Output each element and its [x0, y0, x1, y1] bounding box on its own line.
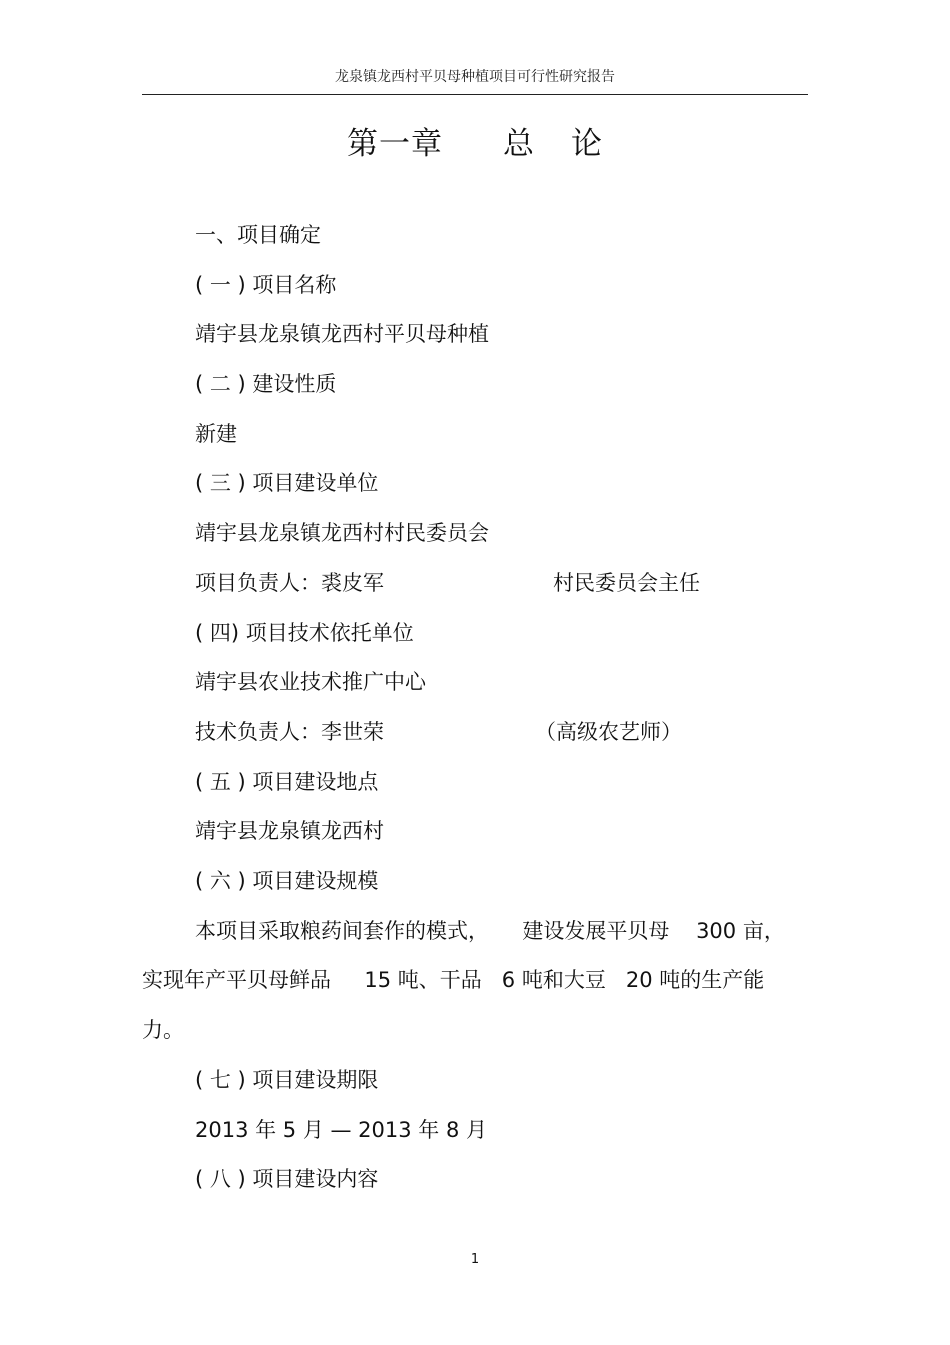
page-number: 1: [470, 1252, 480, 1267]
chapter-word-1: 总: [503, 126, 535, 162]
project-name-text: 靖宇县龙泉镇龙西村平贝母种植: [195, 322, 489, 346]
nature-text: 新建: [195, 422, 237, 446]
tech-leader-title: （高级农艺师）: [535, 720, 682, 744]
scale-paragraph-line-2: 实现年产平贝母鲜品 15 吨、干品 6 吨和大豆 20 吨的生产能: [142, 968, 765, 992]
subheading-content: ( 八 ) 项目建设内容: [195, 1167, 379, 1191]
chapter-number: 第一章: [347, 126, 443, 162]
subheading-tech-unit: ( 四) 项目技术依托单位: [195, 621, 414, 645]
unit-text: 靖宇县龙泉镇龙西村村民委员会: [195, 521, 489, 545]
scale-paragraph-line-1: 本项目采取粮药间套作的模式， 建设发展平贝母 300 亩，: [195, 919, 785, 943]
subheading-location: ( 五 ) 项目建设地点: [195, 770, 379, 794]
header-rule: [142, 94, 808, 95]
project-leader-title: 村民委员会主任: [553, 571, 700, 595]
chapter-word-2: 论: [571, 126, 603, 162]
subheading-project-name: ( 一 ) 项目名称: [195, 273, 337, 297]
subheading-unit: ( 三 ) 项目建设单位: [195, 471, 379, 495]
running-header: 龙泉镇龙西村平贝母种植项目可行性研究报告: [335, 69, 615, 85]
tech-unit-text: 靖宇县农业技术推广中心: [195, 670, 426, 694]
period-text: 2013 年 5 月 — 2013 年 8 月: [195, 1118, 488, 1142]
subheading-period: ( 七 ) 项目建设期限: [195, 1068, 379, 1092]
location-text: 靖宇县龙泉镇龙西村: [195, 819, 384, 843]
project-leader-line: [195, 568, 700, 598]
chapter-title: [0, 118, 950, 163]
tech-leader: 技术负责人：李世荣: [195, 720, 384, 744]
subheading-nature: ( 二 ) 建设性质: [195, 372, 337, 396]
tech-leader-line: [195, 717, 682, 747]
section-heading: 一、项目确定: [195, 223, 321, 247]
subheading-scale: ( 六 ) 项目建设规模: [195, 869, 379, 893]
scale-paragraph-line-3: 力。: [142, 1018, 184, 1042]
project-leader: 项目负责人：裘皮军: [195, 571, 384, 595]
